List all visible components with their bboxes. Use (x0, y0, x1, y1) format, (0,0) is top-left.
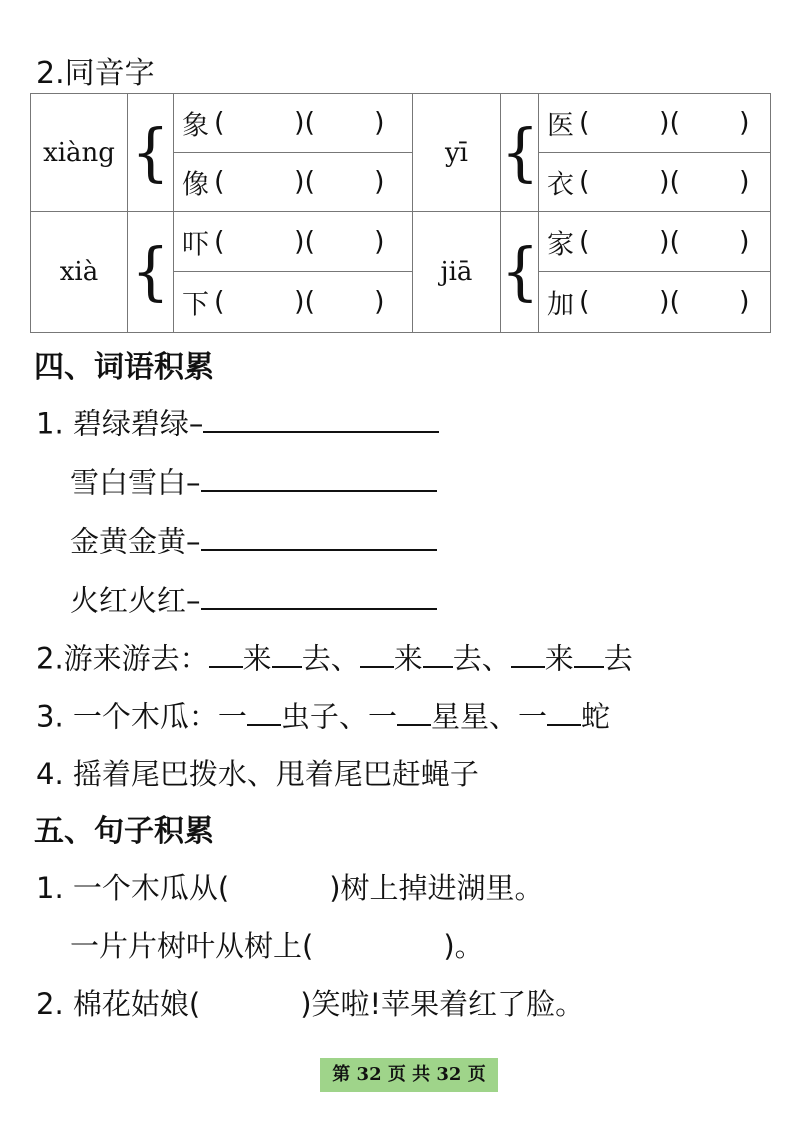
sentence-start: 棉花姑娘( (72, 987, 201, 1021)
blank-word: 去 (301, 641, 331, 676)
word-item (36, 401, 439, 442)
char-cell: 象 ( )( ) (174, 94, 413, 153)
char-cell: 像 ( )( ) (174, 153, 413, 212)
sentence-end: )笑啦!苹果着红了脸。 (300, 987, 585, 1021)
question-lead: 一个木瓜： (72, 699, 218, 734)
blank[interactable] (360, 636, 394, 668)
question-number: 1. (36, 406, 64, 441)
question-3 (36, 694, 610, 735)
brace-cell (501, 212, 539, 333)
answer-line[interactable] (201, 578, 437, 610)
blank-word: 去 (452, 641, 482, 676)
blank-word: 一 (518, 699, 548, 734)
blank-word: 来 (544, 641, 574, 676)
blank-word: 一 (367, 699, 397, 734)
sentence-start: 一个木瓜从( (72, 871, 230, 905)
pinyin-cell: xiàng (31, 94, 128, 212)
answer-line[interactable] (201, 519, 437, 551)
homophone-char: 吓 (182, 229, 209, 260)
question-text: 摇着尾巴拨水、甩着尾巴赶蝇子 (72, 757, 479, 791)
word-label: 金黄金黄– (70, 524, 201, 559)
blank-word: 来 (393, 641, 423, 676)
brace-cell (128, 94, 174, 212)
separator: 、 (488, 699, 518, 734)
char-cell: 衣 ( )( ) (539, 153, 771, 212)
question-number: 2. (36, 987, 64, 1021)
word-item (70, 460, 437, 501)
homophone-char: 医 (547, 110, 574, 142)
word-item (70, 578, 437, 619)
section4-title: 四、词语积累 (34, 350, 214, 385)
sentence-start: 一片片树叶从树上( (70, 929, 314, 963)
page-footer: 第 32 页 共 32 页 (320, 1058, 498, 1092)
homophone-char: 像 (182, 169, 209, 201)
sentence-item (36, 866, 544, 907)
answer-line[interactable] (203, 401, 439, 433)
word-label: 火红火红– (70, 583, 201, 618)
question-prefix: 2.游来游去： (36, 641, 209, 676)
blank[interactable] (574, 636, 604, 668)
blank-word: 星星 (430, 699, 489, 734)
blank[interactable] (397, 694, 431, 726)
char-cell: 吓 ( )( ) (174, 212, 413, 272)
separator: 、 (330, 641, 360, 676)
char-cell: 下 ( )( ) (174, 272, 413, 333)
homophone-char: 下 (182, 289, 209, 321)
blank[interactable] (209, 636, 243, 668)
blank[interactable] (423, 636, 453, 668)
sentence-item (70, 924, 484, 965)
blank-word: 一 (217, 699, 247, 734)
question-4 (36, 752, 479, 793)
separator: 、 (338, 699, 368, 734)
word-label: 雪白雪白– (70, 465, 201, 500)
blank[interactable] (272, 636, 302, 668)
char-cell: 加 ( )( ) (539, 272, 771, 333)
question-number: 3. (36, 699, 64, 734)
blank-word: 蛇 (581, 699, 611, 734)
brace-cell (128, 212, 174, 333)
homophone-table (30, 93, 771, 333)
char-cell: 家 ( )( ) (539, 212, 771, 272)
blank-word: 虫子 (280, 699, 339, 734)
pinyin-cell: jiā (413, 212, 501, 333)
answer-line[interactable] (201, 460, 437, 492)
word-item (70, 519, 437, 560)
word-label: 碧绿碧绿– (72, 406, 204, 441)
question-number: 4. (36, 757, 64, 791)
sentence-item (36, 982, 584, 1023)
brace-glyph: { (501, 235, 540, 309)
pinyin-cell: xià (31, 212, 128, 333)
sentence-end: )树上掉进湖里。 (329, 871, 544, 905)
brace-cell (501, 94, 539, 212)
blank[interactable] (547, 694, 581, 726)
sentence-end: )。 (443, 929, 484, 963)
blank-word: 去 (603, 641, 633, 676)
homophone-char: 衣 (547, 169, 574, 201)
section2-title: 2.同音字 (36, 56, 155, 91)
brace-glyph: { (501, 115, 540, 190)
question-2 (36, 636, 633, 677)
separator: 、 (481, 641, 511, 676)
homophone-char: 加 (547, 289, 574, 321)
homophone-char: 家 (547, 229, 574, 260)
char-cell: 医 ( )( ) (539, 94, 771, 153)
blank[interactable] (511, 636, 545, 668)
pinyin-cell: yī (413, 94, 501, 212)
brace-glyph: { (131, 115, 170, 190)
blank-word: 来 (242, 641, 272, 676)
homophone-char: 象 (182, 110, 209, 142)
blank[interactable] (247, 694, 281, 726)
question-number: 1. (36, 871, 64, 905)
section5-title: 五、句子积累 (34, 814, 214, 849)
brace-glyph: { (131, 235, 170, 309)
